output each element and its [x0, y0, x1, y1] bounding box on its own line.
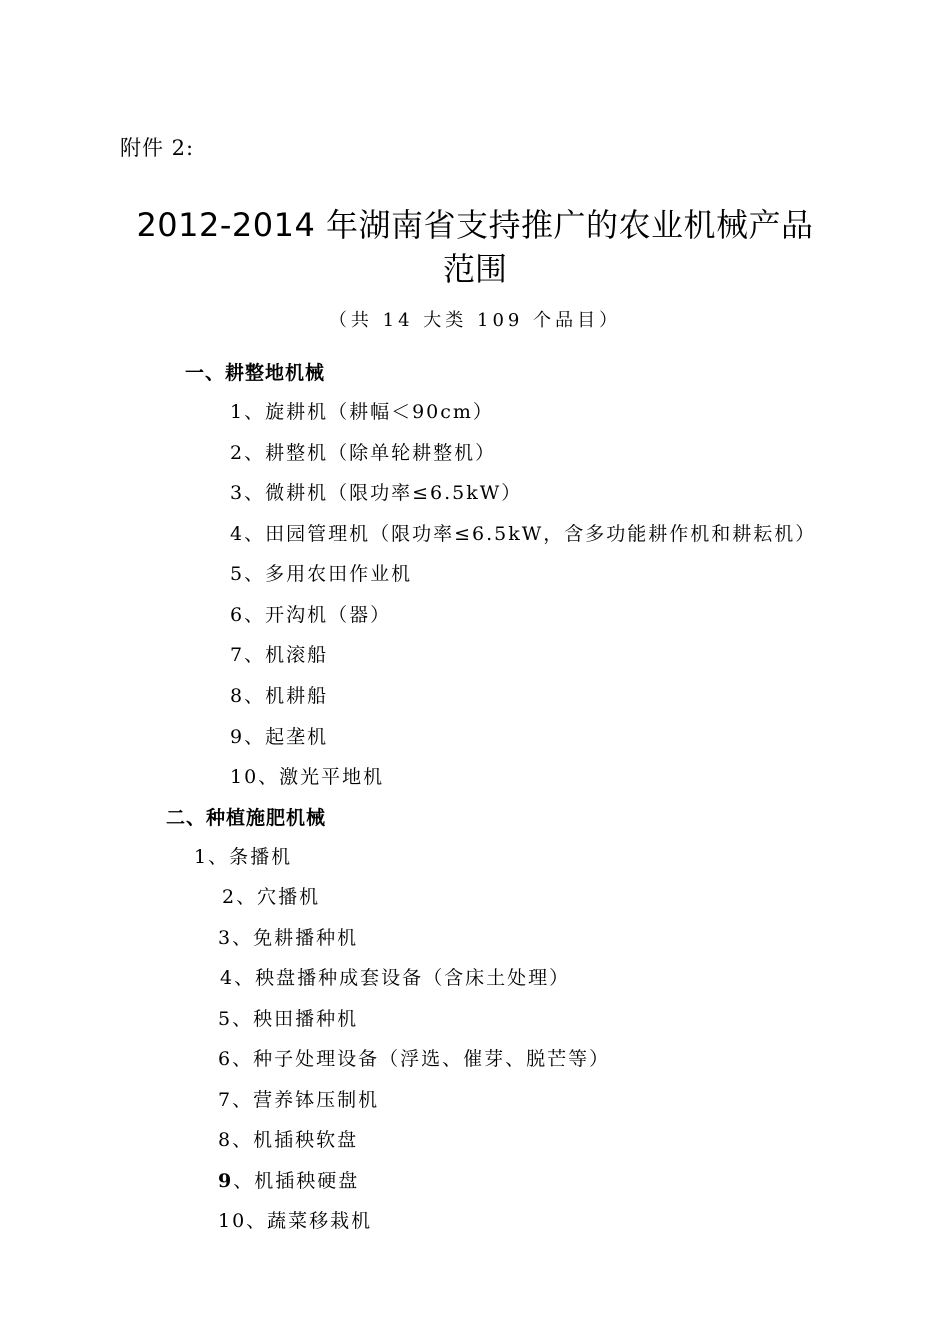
list-item: 5、秧田播种机 — [218, 1008, 359, 1030]
list-item: 8、机耕船 — [230, 685, 329, 707]
list-item: 2、耕整机（除单轮耕整机） — [230, 442, 497, 464]
list-item: 9、起垄机 — [230, 726, 329, 748]
list-item-text: 、机插秧硬盘 — [233, 1170, 360, 1192]
document-title-continued: 范围 — [442, 250, 507, 288]
category-heading: 二、种植施肥机械 — [166, 807, 327, 829]
category-heading: 一、耕整地机械 — [185, 362, 326, 384]
list-item: 3、免耕播种机 — [218, 927, 359, 949]
list-item: 1、条播机 — [194, 846, 293, 868]
list-item: 7、营养钵压制机 — [218, 1089, 380, 1111]
list-item: 10、蔬菜移栽机 — [218, 1210, 373, 1232]
list-item: 6、种子处理设备（浮选、催芽、脱芒等） — [218, 1048, 611, 1070]
list-item: 6、开沟机（器） — [230, 604, 392, 626]
list-item: 7、机滚船 — [230, 644, 329, 666]
list-item: 2、穴播机 — [222, 886, 321, 908]
list-item: 3、微耕机（限功率≤6.5kW） — [230, 482, 523, 504]
attachment-label: 附件 2: — [120, 136, 195, 160]
list-item: 5、多用农田作业机 — [230, 563, 413, 585]
list-item: 8、机插秧软盘 — [218, 1129, 359, 1151]
list-item: 1、旋耕机（耕幅＜90cm） — [230, 401, 494, 423]
document-title: 2012-2014 年湖南省支持推广的农业机械产品 — [136, 206, 814, 244]
list-item-number: 9 — [218, 1170, 234, 1192]
list-item: 10、激光平地机 — [230, 766, 385, 788]
list-item — [218, 1166, 359, 1193]
list-item: 4、田园管理机（限功率≤6.5kW，含多功能耕作机和耕耘机） — [230, 523, 817, 545]
list-item: 4、秧盘播种成套设备（含床土处理） — [220, 967, 571, 989]
document-subtitle: （共 14 大类 109 个品目） — [328, 310, 622, 331]
